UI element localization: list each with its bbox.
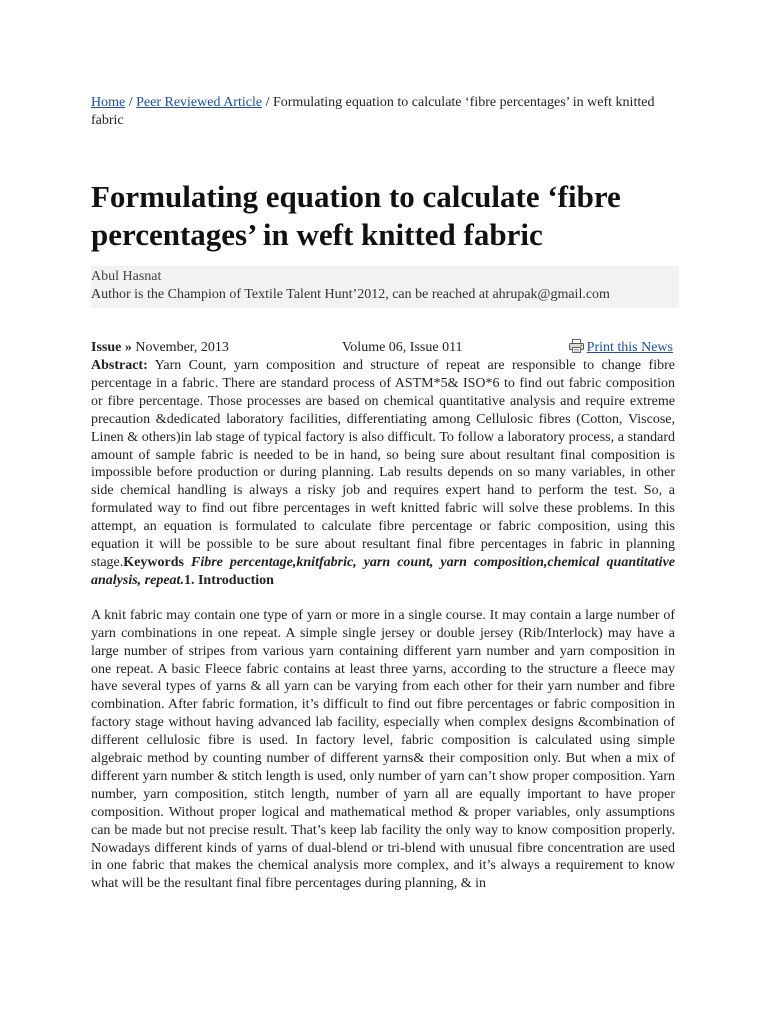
body-paragraph: A knit fabric may contain one type of yarn or more in a single course. It may contain a large number of yarn combinations in one repeat. A simple single jersey or double jersey (Rib/Interlock) may have a large number of stripes from various yarn containing different yarn number and yarn composition in one repeat. A basic Fleece fabric contains at least three yarns, according to the structure a fleece may have several types of yarns & all yarn can be varying from each other for their yarn number and fibre combination. After fabric formation, it’s difficult to find out fibre percentages or fabric composition in factory stage without having advanced lab facility, especially when complex designs &combination of different cellulosic fibre is used. In factory level, fabric composition is calculated using simple algebraic method by counting number of different yarns& their composition only. But when a mix of different yarn number & stitch length is used, only number of yarn can’t show proper composition. Yarn number, yarn composition, stitch length, number of yarn all are equally important to have proper composition. Without proper logical and mathematical method & proper variables, only assumptions can be made but not precise result. That’s keep lab facility the only way to know composition properly. Nowadays different kinds of yarns of dual-blend or tri-blend with unusual fibre concentration are used in one fabric that makes the chemical analysis more complex, and it’s always a requirement to know what will be the resultant final fibre percentages during planning, & in	[91, 607, 675, 892]
article-page	[91, 94, 675, 892]
breadcrumb-section-link[interactable]: Peer Reviewed Article	[136, 95, 263, 110]
keywords-text: Fibre percentage,knitfabric, yarn count, yarn composition,chemical quantitative analysis, repeat.	[91, 554, 675, 588]
breadcrumb-separator: /	[125, 95, 137, 110]
printer-icon[interactable]	[569, 339, 584, 353]
article-content	[91, 357, 675, 893]
breadcrumb-home-link[interactable]: Home	[91, 95, 126, 110]
breadcrumb-current: Formulating equation to calculate ‘fibre percentages’ in weft knitted fabric	[91, 95, 655, 128]
issue-date: November, 2013	[131, 340, 229, 355]
article-title: Formulating equation to calculate ‘fibre percentages’ in weft knitted fabric	[91, 179, 621, 252]
introduction-heading: 1. Introduction	[183, 572, 274, 588]
author-name: Abul Hasnat	[91, 269, 162, 284]
print-link-wrap[interactable]	[569, 339, 673, 357]
breadcrumb-separator: /	[262, 95, 273, 110]
article-meta	[91, 339, 675, 357]
author-box	[91, 266, 679, 308]
print-news-link[interactable]: Print this News	[586, 340, 673, 355]
issue-label: Issue »	[91, 340, 132, 355]
breadcrumb	[91, 94, 675, 130]
author-note: Author is the Champion of Textile Talent Hunt’2012, can be reached at ahrupak@gmail.com	[91, 287, 610, 302]
keywords-label: Keywords	[123, 554, 184, 570]
volume-issue: Volume 06, Issue 011	[342, 340, 463, 355]
abstract-label: Abstract:	[91, 358, 148, 373]
abstract-paragraph	[91, 357, 675, 590]
abstract-text: Yarn Count, yarn composition and structure of repeat are responsible to change fibre percentage in a fabric. There are standard process of ASTM*5& ISO*6 to find out fabric composition or fibre percentage. Those processes are based on chemical quantitative analysis and require extreme precaution &dedicated laboratory facilities, differentiating among Cellulosic fibres (Cotton, Viscose, Linen & others)in lab stage of typical factory is also difficult. To follow a laboratory process, a standard amount of sample fabric is needed to be in hand, so being sure about resultant final composition is impossible before production or during planning. Lab results depends on so many variables, in other side chemical handling is always a risky job and requires expert hand to perform the test. So, a formulated way to find out fibre percentages in weft knitted fabric will solve these problems. In this attempt, an equation is formulated to calculate fibre percentage or fabric composition, using this equation it will be possible to be sure about resultant final fibre percentages in fabric in planning stage.	[91, 358, 675, 570]
